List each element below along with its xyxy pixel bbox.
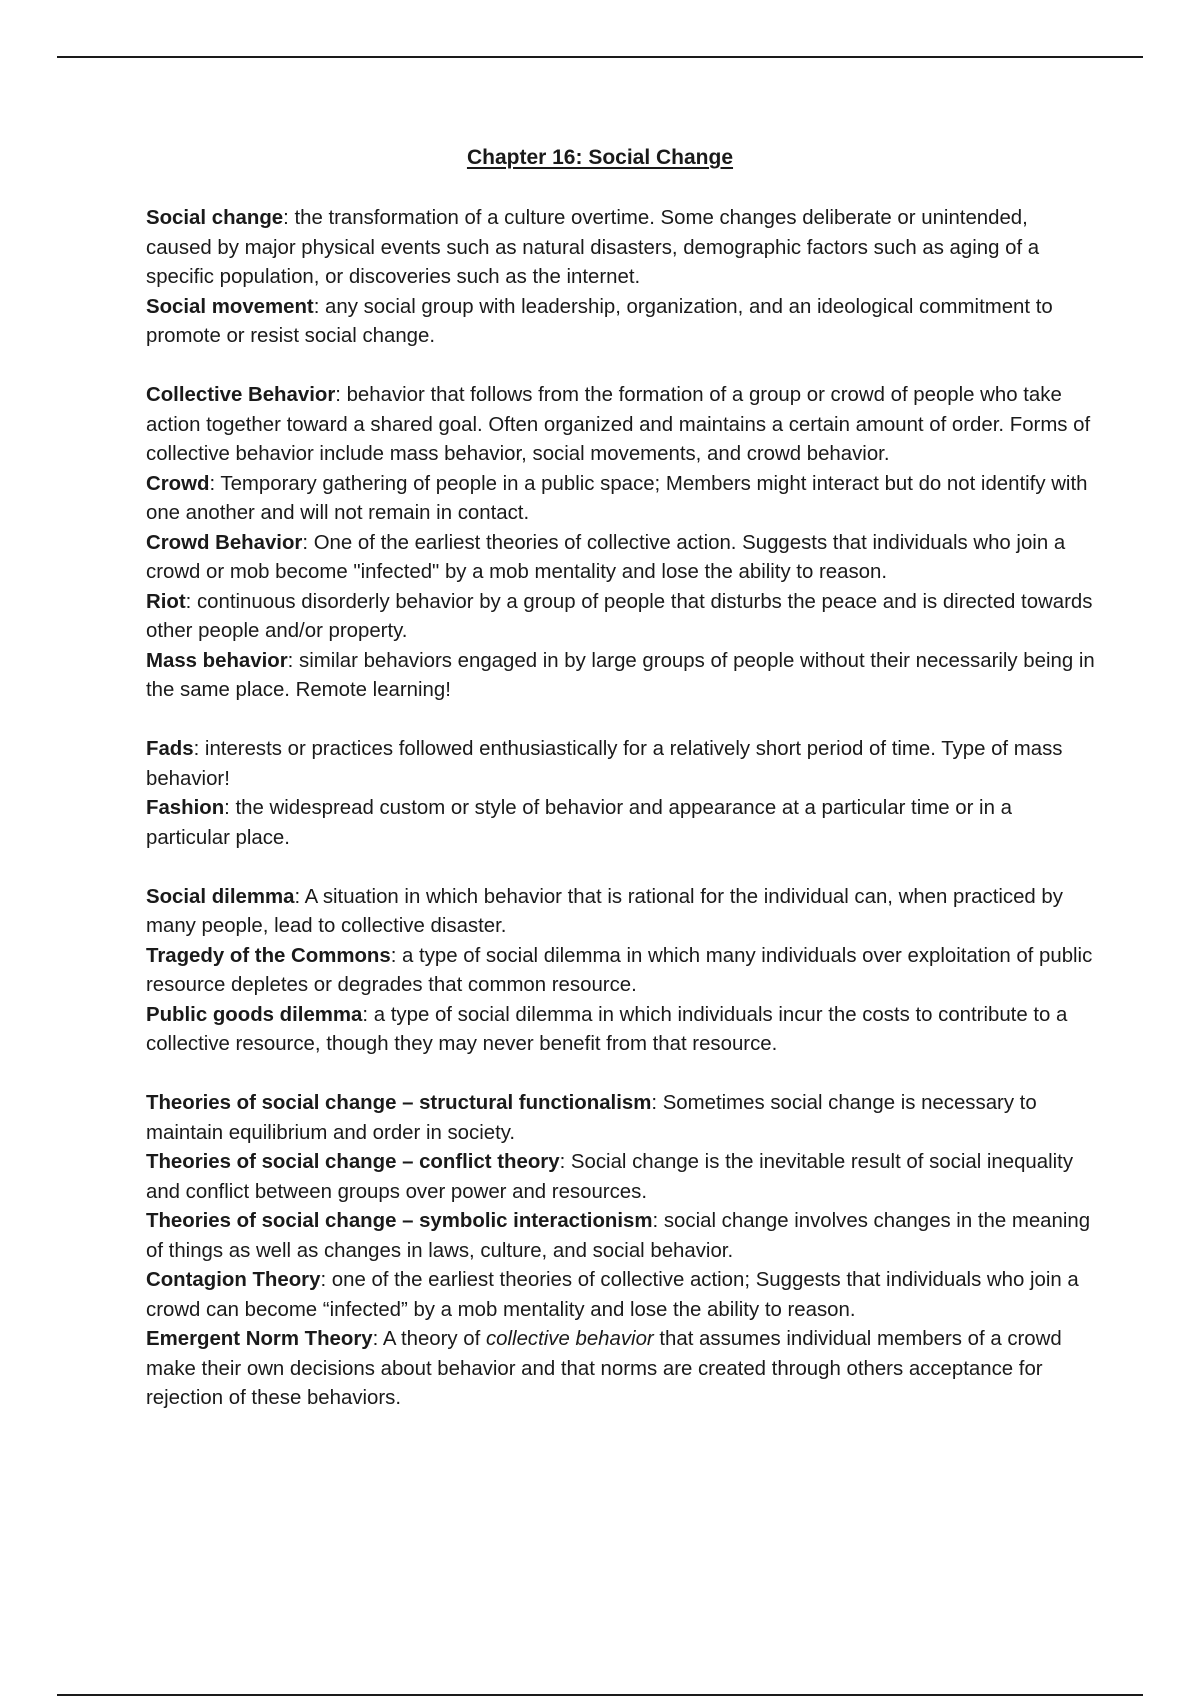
definition-term: Emergent Norm Theory [146, 1328, 373, 1350]
definition-text: : the transformation of a culture overtime. Some changes deliberate or unintended, caused by major physical events such as natural disasters, demographic factors such as aging of a specific population, or discoveries such as the internet. [146, 207, 1040, 288]
definition-text: : interests or practices followed enthusiastically for a relatively short period of time. Type of mass behavior! [146, 738, 1063, 790]
definition-group [146, 204, 1096, 352]
definition-entry [146, 381, 1096, 470]
definition-entry [146, 942, 1096, 1001]
definition-term: Fashion [146, 797, 225, 819]
definition-term: Theories of social change – conflict theory [146, 1151, 560, 1173]
definition-term: Social change [146, 207, 284, 229]
definition-text: : similar behaviors engaged in by large groups of people without their necessarily being in the same place. Remote learning! [146, 649, 1095, 701]
definition-text: : One of the earliest theories of collective action. Suggests that individuals who join a crowd or mob become "infected" by a mob mentality and lose the ability to reason. [146, 531, 1066, 583]
definition-term: Contagion Theory [146, 1269, 321, 1291]
definition-entry [146, 470, 1096, 529]
footer-rule [57, 1694, 1143, 1696]
definition-entry [146, 293, 1096, 352]
definition-entry [146, 204, 1096, 293]
definition-text: : behavior that follows from the formation of a group or crowd of people who take action together toward a shared goal. Often organized and maintains a certain amount of order. Forms of collective behavior include mass behavior, social movements, and crowd behavior. [146, 384, 1091, 465]
definition-text: : any social group with leadership, organization, and an ideological commitment to promote or resist social change. [146, 295, 1053, 347]
definition-text: that assumes individual members of a crowd make their own decisions about behavior and that norms are created through others acceptance for rejection of these behaviors. [146, 1328, 1062, 1409]
definition-term: Tragedy of the Commons [146, 944, 391, 967]
definition-term: Crowd Behavior [146, 531, 303, 554]
definition-entry [146, 647, 1096, 706]
definition-entry [146, 529, 1096, 588]
definition-term: Theories of social change – symbolic interactionism [146, 1210, 653, 1232]
definition-term: Collective Behavior [146, 384, 336, 406]
definition-text: : Sometimes social change is necessary to maintain equilibrium and order in society. [146, 1092, 1037, 1144]
definition-entry [146, 883, 1096, 942]
definition-entry [146, 1266, 1096, 1325]
definition-group [146, 735, 1096, 853]
definition-group [146, 883, 1096, 1060]
definition-text: : the widespread custom or style of behavior and appearance at a particular time or in a particular place. [146, 797, 1012, 849]
definition-text: : A situation in which behavior that is rational for the individual can, when practiced by many people, lead to collective disaster. [146, 885, 1063, 937]
definition-text: : a type of social dilemma in which many individuals over exploitation of public resource depletes or degrades that common resource. [146, 944, 1093, 996]
header-rule [57, 56, 1143, 58]
definition-term: Crowd [146, 472, 210, 495]
definition-entry [146, 794, 1096, 853]
definition-term: Riot [146, 590, 186, 613]
definition-text: : a type of social dilemma in which individuals incur the costs to contribute to a collective resource, though they may never benefit from that resource. [146, 1003, 1068, 1055]
definition-entry [146, 1001, 1096, 1060]
definition-entry [146, 588, 1096, 647]
document-body [146, 204, 1096, 1414]
definition-text: : Social change is the inevitable result of social inequality and conflict between groups over power and resources. [146, 1151, 1074, 1203]
definition-group [146, 381, 1096, 706]
definition-entry [146, 1325, 1096, 1414]
definition-entry [146, 1148, 1096, 1207]
definition-term: Theories of social change – structural functionalism [146, 1092, 652, 1114]
page-title: Chapter 16: Social Change [466, 146, 734, 169]
definition-term: Public goods dilemma [146, 1003, 363, 1026]
definition-text: : one of the earliest theories of collective action; Suggests that individuals who join a crowd can become “infected” by a mob mentality and lose the ability to reason. [146, 1269, 1079, 1321]
definition-entry [146, 1089, 1096, 1148]
definition-text: : continuous disorderly behavior by a group of people that disturbs the peace and is directed towards other people and/or property. [146, 590, 1093, 642]
definition-term: Fads [146, 738, 194, 760]
definition-term: Social movement [146, 295, 314, 318]
definition-term: Social dilemma [146, 885, 295, 908]
definition-group [146, 1089, 1096, 1414]
definition-term: Mass behavior [146, 649, 288, 672]
definition-entry [146, 1207, 1096, 1266]
definition-text: : Temporary gathering of people in a public space; Members might interact but do not identify with one another and will not remain in contact. [146, 472, 1088, 524]
definition-emphasis: collective behavior [485, 1328, 654, 1350]
definition-text: : social change involves changes in the meaning of things as well as changes in laws, culture, and social behavior. [146, 1210, 1091, 1262]
definition-text: : A theory of [372, 1328, 486, 1350]
definition-entry [146, 735, 1096, 794]
